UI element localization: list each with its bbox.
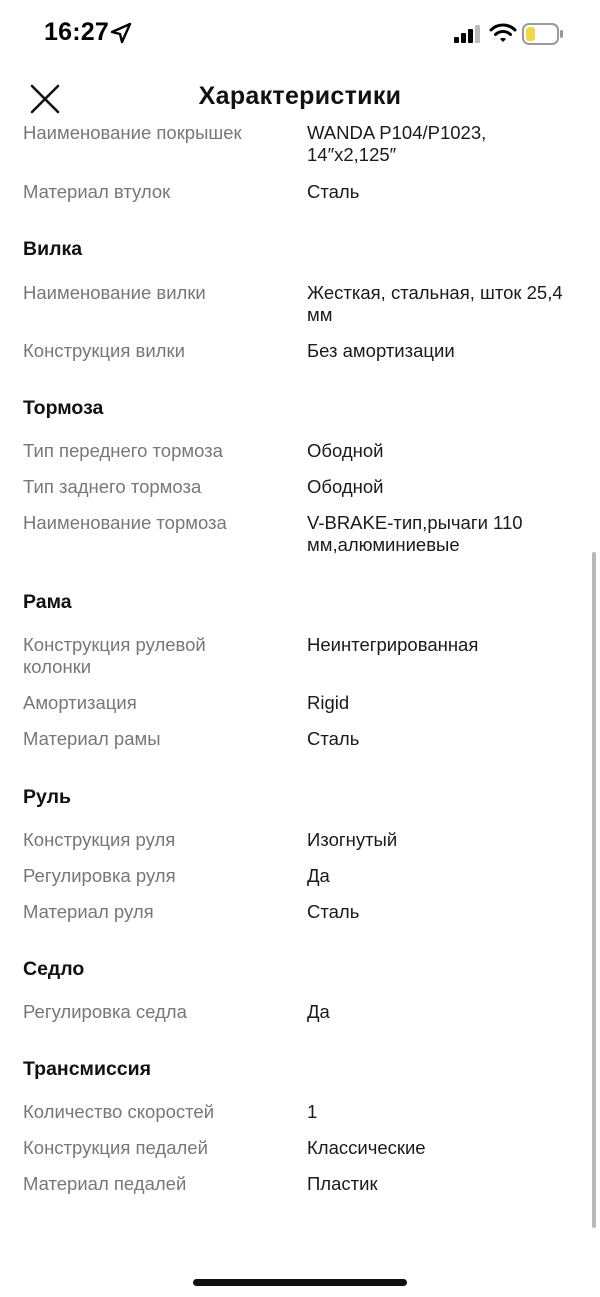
spec-label: Материал руля	[23, 901, 154, 922]
signal-icon	[453, 24, 481, 44]
spec-label: Амортизация	[23, 692, 137, 713]
spec-value: Сталь	[307, 901, 360, 922]
spec-label: Конструкция рулевой колонки	[23, 634, 206, 677]
spec-label: Наименование вилки	[23, 282, 206, 303]
status-bar	[0, 0, 600, 68]
location-arrow-icon	[110, 22, 132, 44]
spec-label: Конструкция руля	[23, 829, 176, 850]
spec-label: Конструкция педалей	[23, 1137, 208, 1158]
spec-label: Тип переднего тормоза	[23, 440, 223, 461]
section-title-fork: Вилка	[23, 238, 83, 260]
section-title-brakes: Тормоза	[23, 397, 104, 419]
section-title-transmission: Трансмиссия	[23, 1058, 152, 1080]
spec-value: Да	[307, 1001, 330, 1022]
battery-icon	[522, 22, 564, 46]
spec-label: Материал рамы	[23, 728, 161, 749]
spec-value: Жесткая, стальная, шток 25,4 мм	[307, 282, 563, 325]
header	[0, 72, 600, 124]
home-indicator[interactable]	[193, 1279, 407, 1286]
spec-value: Пластик	[307, 1173, 378, 1194]
spec-value: WANDA P104/P1023, 14″x2,125″	[307, 122, 487, 165]
spec-label: Количество скоростей	[23, 1101, 215, 1122]
scrollbar[interactable]	[592, 552, 596, 1228]
spec-value: Классические	[307, 1137, 426, 1158]
spec-label: Материал педалей	[23, 1173, 187, 1194]
spec-label: Регулировка руля	[23, 865, 176, 886]
spec-label: Наименование тормоза	[23, 512, 227, 533]
spec-value: Сталь	[307, 728, 360, 749]
spec-value: Без амортизации	[307, 340, 455, 361]
section-title-frame: Рама	[23, 591, 72, 613]
spec-value: V-BRAKE-тип,рычаги 110 мм,алюминиевые	[307, 512, 523, 555]
spec-label: Тип заднего тормоза	[23, 476, 202, 497]
spec-label: Материал втулок	[23, 181, 171, 202]
status-time: 16:27	[44, 18, 109, 46]
wifi-icon	[489, 22, 517, 44]
spec-value: 1	[307, 1101, 318, 1122]
spec-value: Ободной	[307, 476, 384, 497]
spec-value: Сталь	[307, 181, 360, 202]
spec-label: Наименование покрышек	[23, 122, 242, 143]
section-title-handlebar: Руль	[23, 786, 71, 808]
spec-value: Ободной	[307, 440, 384, 461]
spec-value: Да	[307, 865, 330, 886]
spec-label: Регулировка седла	[23, 1001, 187, 1022]
spec-value: Изогнутый	[307, 829, 398, 850]
section-title-saddle: Седло	[23, 958, 85, 980]
spec-label: Конструкция вилки	[23, 340, 185, 361]
spec-value: Rigid	[307, 692, 350, 713]
page-title: Характеристики	[198, 82, 402, 110]
spec-value: Неинтегрированная	[307, 634, 479, 655]
